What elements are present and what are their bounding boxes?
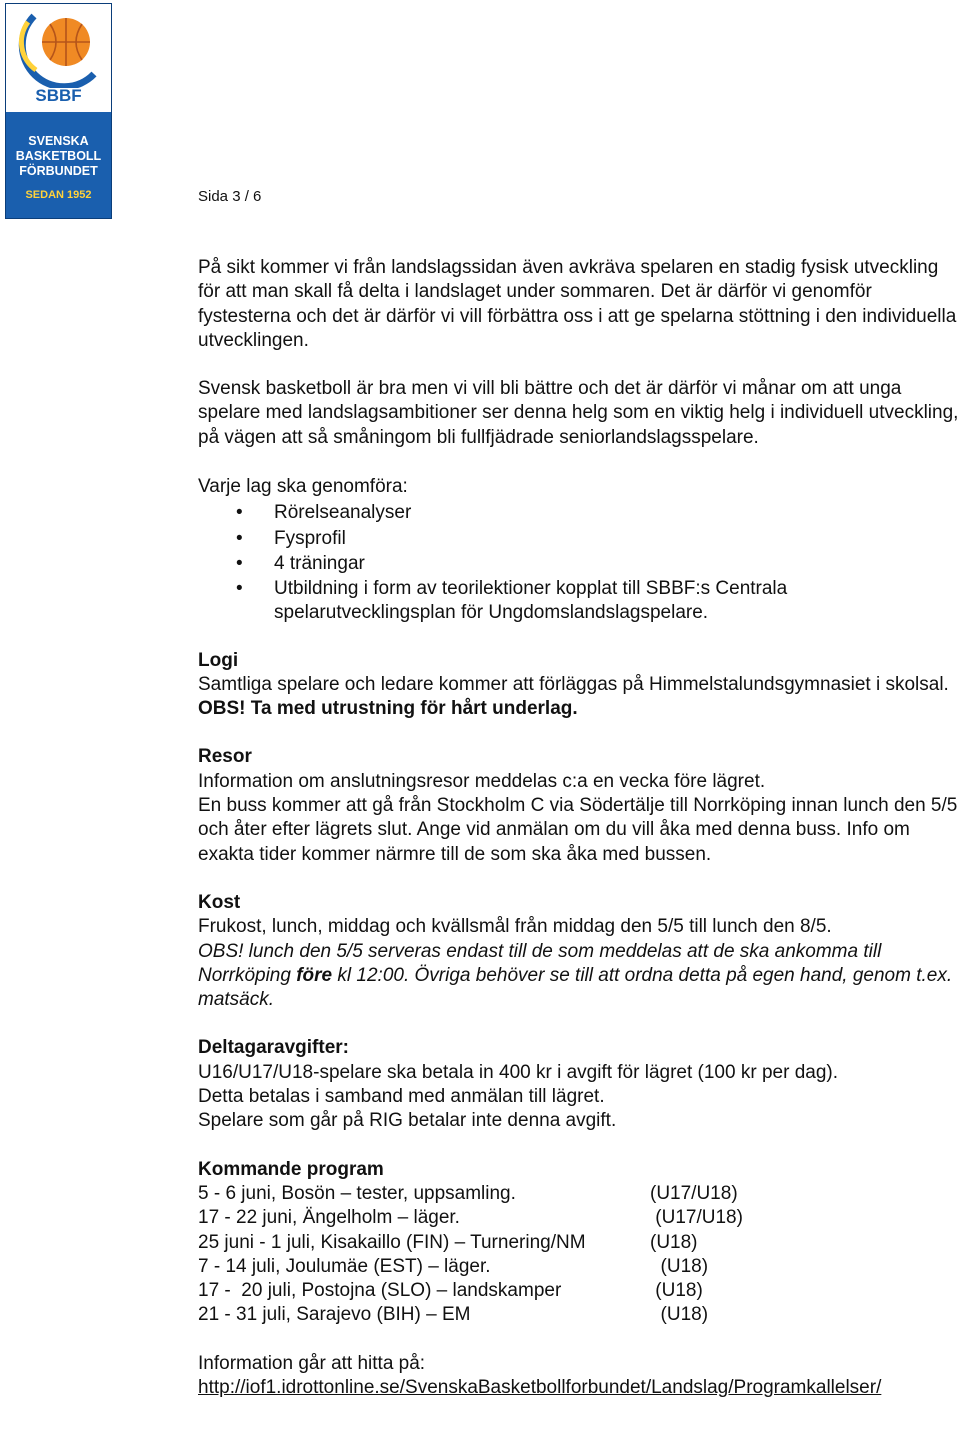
avgifter-line: U16/U17/U18-spelare ska betala in 400 kr i avgift för lägret (100 kr per dag). [198,1061,838,1083]
program-event: 21 - 31 juli, Sarajevo (BIH) – EM [198,1304,471,1326]
list-item: • Rörelseanalyser [198,500,960,526]
page-number: Sida 3 / 6 [198,188,262,205]
kost-section [198,891,960,1012]
kost-line-1: Frukost, lunch, middag och kvällsmål från middag den 5/5 till lunch den 8/5. [198,916,832,938]
logo-emblem-area [6,4,111,112]
kost-note [198,941,952,1011]
program-group: (U18) [650,1304,709,1326]
logo-name-line: FÖRBUNDET [19,164,98,178]
resor-line-2: En buss kommer att gå från Stockholm C via Södertälje till Norrköping innan lunch den 5/5 och åter efter lägrets slut. Ange vid anmälan om du vill åka med denna buss. Info om exakta tider kommer närmre till de som ska åka med bussen. [198,795,958,865]
document-body [198,256,960,1400]
logo-since: SEDAN 1952 [25,189,92,201]
list-item: • Fysprofil [198,526,960,552]
program-event: 17 - 20 juli, Postojna (SLO) – landskamper [198,1280,562,1302]
avgifter-line: Spelare som går på RIG betalar inte denna avgift. [198,1110,617,1132]
logi-warning: OBS! Ta med utrustning för hårt underlag. [198,698,578,720]
second-paragraph: Svensk basketboll är bra men vi vill bli bättre och det är därför vi månar om att unga spelare med landslagsambitioner ser denna helg som en viktig helg i individuell utveckling, på vägen att så småningom bli fullfjädrade seniorlandslagsspelare. [198,378,959,448]
program-heading: Kommande program [198,1158,384,1180]
program-group: (U17/U18) [650,1207,743,1229]
avgifter-line: Detta betalas i samband med anmälan till lägret. [198,1086,605,1108]
kost-note-b: kl 12:00. Övriga behöver se till att ordna detta på egen hand, genom t.ex. matsäck. [198,964,953,1011]
program-group: (U17/U18) [650,1182,738,1204]
logo-abbr: SBBF [35,86,82,105]
kost-note-emphasis: före [296,964,333,986]
avgifter-heading: Deltagaravgifter: [198,1037,349,1059]
intro-paragraph: På sikt kommer vi från landslagssidan även avkräva spelaren en stadig fysisk utveckling för att man skall få delta i landslaget under sommaren. Det är därför vi genomför fystesterna och det är därför vi vill förbättra oss i att ge spelarna stöttning i den individuella utvecklingen. [198,257,957,351]
program-event: 25 juni - 1 juli, Kisakaillo (FIN) – Turnering/NM [198,1231,586,1253]
resor-heading: Resor [198,746,252,768]
logi-heading: Logi [198,649,239,671]
list-item: • 4 träningar [198,551,960,577]
team-list-intro: Varje lag ska genomföra: [198,476,408,498]
kost-note-a: OBS! lunch den 5/5 serveras endast till de som meddelas att de ska ankomma till Norrköping [198,940,882,986]
resor-line-1: Information om anslutningsresor meddelas c:a en vecka före lägret. [198,770,766,792]
avgifter-section [198,1036,960,1133]
logo-name [6,134,111,179]
list-item: • Utbildning i form av teorilektioner kopplat till SBBF:s Centrala spelarutvecklingsplan för Ungdomslandslagspelare. [198,577,960,625]
program-row [198,1279,960,1303]
program-row [198,1231,960,1255]
team-list [198,500,960,625]
program-group: (U18) [650,1280,703,1302]
program-event: 7 - 14 juli, Joulumäe (EST) – läger. [198,1255,491,1277]
program-group: (U18) [650,1255,709,1277]
kost-heading: Kost [198,891,241,913]
logi-text: Samtliga spelare och ledare kommer att förläggas på Himmelstalundsgymnasiet i skolsal. [198,673,949,695]
program-row [198,1206,960,1230]
logo-name-line: SVENSKA [28,134,89,148]
program-row [198,1182,960,1206]
logo-name-line: BASKETBOLL [15,149,102,163]
program-group: (U18) [650,1231,698,1253]
info-section [198,1352,960,1401]
program-row [198,1255,960,1279]
program-event: 17 - 22 juni, Ängelholm – läger. [198,1207,460,1229]
program-link[interactable]: http://iof1.idrottonline.se/SvenskaBasketbollforbundet/Landslag/Programkallelser/ [198,1377,882,1398]
program-event: 5 - 6 juni, Bosön – tester, uppsamling. [198,1182,516,1204]
sbbf-logo [5,3,112,219]
resor-section [198,745,960,866]
program-row [198,1303,960,1327]
basketball-icon [6,4,111,88]
logi-section [198,649,960,722]
info-label: Information går att hitta på: [198,1352,426,1374]
program-section [198,1158,960,1328]
team-list-section [198,474,960,625]
